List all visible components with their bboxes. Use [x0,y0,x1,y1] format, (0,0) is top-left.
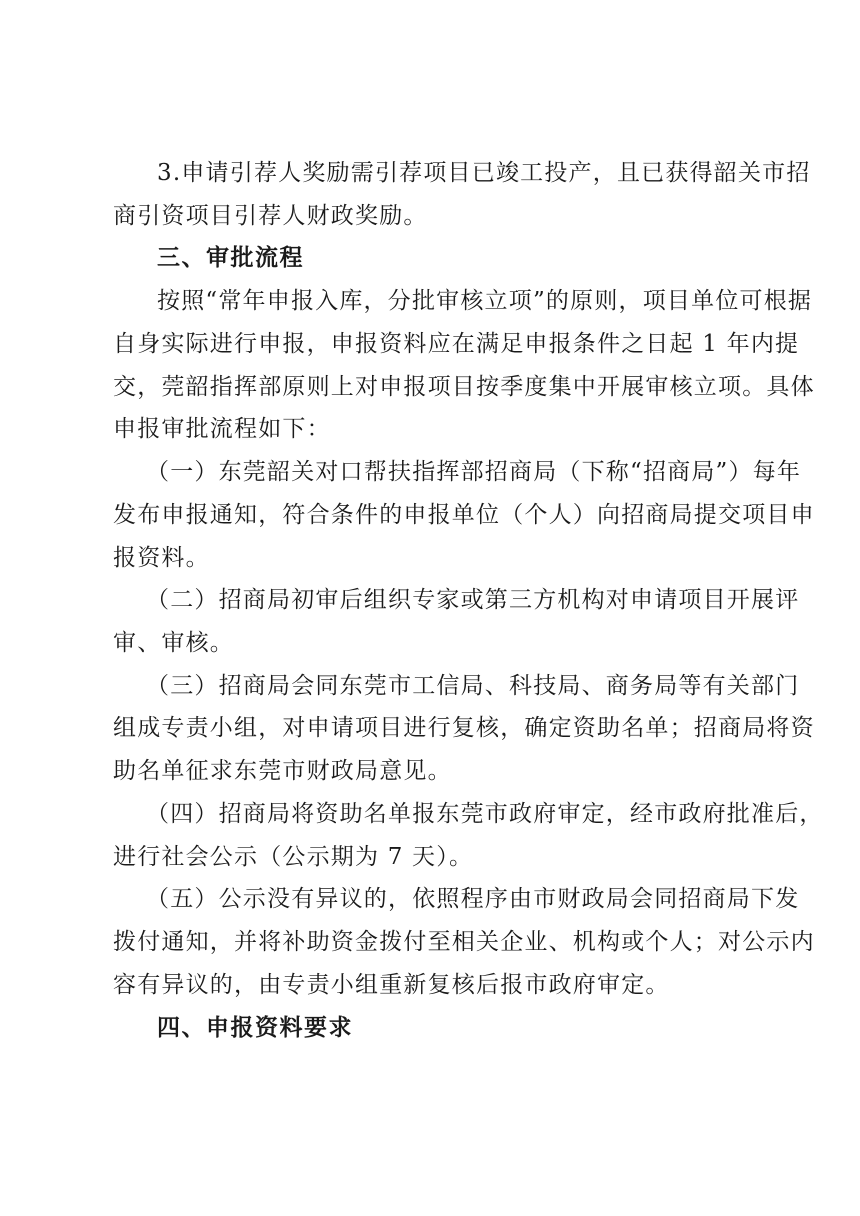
intro-line4: 申报审批流程如下： [113,416,331,442]
item3-line1: 3.申请引荐人奖励需引荐项目已竣工投产，且已获得韶关市招 [157,160,811,186]
step5-line1: （五）公示没有异议的，依照程序由市财政局会同招商局下发 [146,886,800,912]
step3-line2: 组成专责小组，对申请项目进行复核，确定资助名单；招商局将资 [113,715,815,741]
step5-line3: 容有异议的，由专责小组重新复核后报市政府审定。 [113,972,670,998]
step4-line2: 进行社会公示（公示期为 7 天）。 [113,844,474,870]
step5-line2: 拨付通知，并将补助资金拨付至相关企业、机构或个人；对公示内 [113,929,815,955]
section3-heading: 三、审批流程 [157,245,304,271]
intro-line3: 交，莞韶指挥部原则上对申报项目按季度集中开展审核立项。具体 [113,374,815,400]
step2-line1: （二）招商局初审后组织专家或第三方机构对申请项目开展评 [146,587,800,613]
intro-line1: 按照“常年申报入库，分批审核立项”的原则，项目单位可根据 [157,288,813,314]
step2-line2: 审、审核。 [113,630,234,656]
section4-heading: 四、申报资料要求 [157,1015,353,1041]
step3-line1: （三）招商局会同东莞市工信局、科技局、商务局等有关部门 [146,673,800,699]
intro-line2: 自身实际进行申报，申报资料应在满足申报条件之日起 1 年内提 [113,331,800,357]
step1-line2: 发布申报通知，符合条件的申报单位（个人）向招商局提交项目申 [113,502,815,528]
step4-line1: （四）招商局将资助名单报东莞市政府审定，经市政府批准后， [146,801,824,827]
step1-line1: （一）东莞韶关对口帮扶指挥部招商局（下称“招商局”）每年 [146,459,802,485]
step1-line3: 报资料。 [113,545,210,571]
step3-line3: 助名单征求东莞市财政局意见。 [113,758,452,784]
item3-line2: 商引资项目引荐人财政奖励。 [113,203,428,229]
